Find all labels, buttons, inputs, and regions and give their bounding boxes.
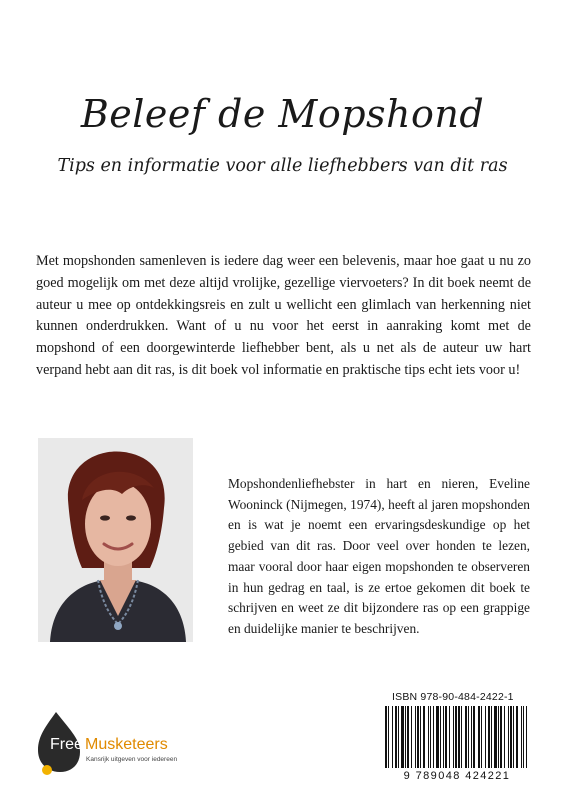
publisher-logo	[36, 710, 196, 780]
barcode-bar	[401, 706, 404, 768]
book-subtitle: Tips en informatie voor alle liefhebbers van dit ras	[57, 156, 508, 176]
barcode-bar	[516, 706, 518, 768]
barcode-bar	[461, 706, 462, 768]
barcode-bar	[526, 706, 527, 768]
barcode-bar	[523, 706, 524, 768]
barcode-bar	[407, 706, 409, 768]
barcode-bar	[498, 706, 499, 768]
barcode-bar	[491, 706, 492, 768]
barcode-bar	[395, 706, 397, 768]
barcode-bar	[500, 706, 502, 768]
barcode-bar	[453, 706, 454, 768]
barcode-bar	[405, 706, 406, 768]
barcode-bars	[381, 706, 533, 768]
barcode-bar	[468, 706, 469, 768]
back-cover-blurb: Met mopshonden samenleven is iedere dag weer een belevenis, maar hoe gaat u nu zo goed mogelijk om met deze altijd vrolijke, gezellige viervoeters? In dit boek neemt de auteur u mee op ontdekkingsreis en zult u wellicht een glimlach van herkenning niet kunnen onderdrukken. Want of u nu voor het eerst in aanraking komt met de mopshond of een doorgewinterde liefhebber bent, als u net als de auteur uw hart verpand hebt aan dit ras, is dit boek vol informatie en praktische tips echt iets voor u!	[36, 253, 531, 378]
barcode-bar	[430, 706, 431, 768]
barcode-bar	[504, 706, 505, 768]
barcode-bar	[455, 706, 457, 768]
publisher-tagline: Kansrijk uitgeven voor iedereen	[86, 756, 178, 763]
barcode-bar	[436, 706, 439, 768]
author-portrait	[38, 438, 193, 642]
barcode-bar	[423, 706, 425, 768]
barcode-bar	[443, 706, 444, 768]
barcode-bar	[392, 706, 393, 768]
barcode-bar	[449, 706, 450, 768]
barcode-bar	[473, 706, 475, 768]
barcode-bar	[433, 706, 434, 768]
barcode-bar	[458, 706, 460, 768]
barcode-bar	[428, 706, 429, 768]
publisher-name-free: Free	[50, 736, 83, 753]
author-photo	[38, 438, 193, 642]
barcode-bar	[521, 706, 522, 768]
author-bio: Mopshondenliefhebster in hart en nieren, Eveline Wooninck (Nijmegen, 1974), heeft al jaren mopshonden en is wat je noemt een ervaringsdeskundige op het gebied van dit ras. Door veel over honden te lezen, maar vooral door haar eigen mopshonden te observeren in hun gedrag en taal, is ze ertoe gekomen dit boek te schrijven en weet ze dit bijzondere ras op een grappige en duidelijke manier te beschrijven.	[228, 476, 530, 636]
barcode-bar	[481, 706, 482, 768]
barcode-bar	[471, 706, 472, 768]
barcode-bar	[440, 706, 441, 768]
barcode-bar	[411, 706, 412, 768]
barcode-bar	[510, 706, 512, 768]
barcode-bar	[465, 706, 467, 768]
barcode-bar	[478, 706, 480, 768]
barcode-bar	[398, 706, 399, 768]
isbn-label: ISBN 978-90-484-2422-1	[392, 691, 514, 703]
barcode-bar	[388, 706, 389, 768]
barcode-digits: 9 789048 424221	[403, 770, 511, 782]
barcode-bar	[508, 706, 509, 768]
barcode-bar	[385, 706, 387, 768]
barcode-bar	[494, 706, 497, 768]
barcode-bar	[445, 706, 447, 768]
barcode-bar	[415, 706, 416, 768]
barcode-bar	[485, 706, 486, 768]
barcode-bar	[513, 706, 514, 768]
barcode-bar	[488, 706, 490, 768]
publisher-name-musketeers: Musketeers	[85, 736, 168, 753]
barcode-bar	[417, 706, 419, 768]
book-title: Beleef de Mopshond	[80, 92, 485, 136]
barcode-bar	[420, 706, 421, 768]
